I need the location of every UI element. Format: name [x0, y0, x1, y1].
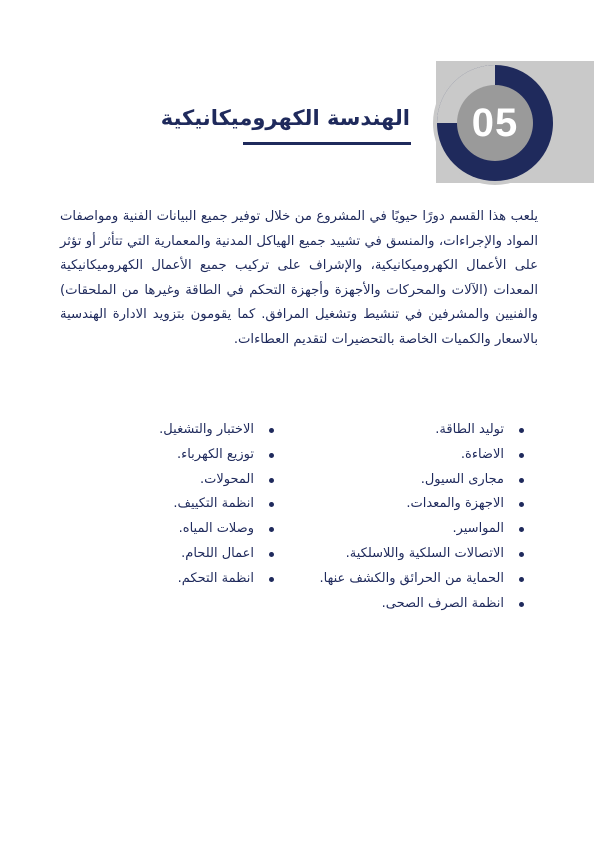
bullet-icon	[519, 602, 524, 607]
section-title: الهندسة الكهروميكانيكية	[160, 106, 410, 130]
bullet-icon	[519, 502, 524, 507]
list-item: انظمة التكييف.	[159, 492, 274, 517]
bullet-icon	[269, 552, 274, 557]
intro-paragraph: يلعب هذا القسم دورًا حيويًا في المشروع من خلال توفير جميع البيانات الفنية ومواصفات المواد والإجراءات، والمنسق في تشييد جميع الهياكل المدنية والمعمارية التي تتأثر أو تؤثر على الأعمال الكهروميكانيكية، والإشراف على تركيب جميع الأعمال الكهروميكانيكية المعدات (الآلات والمحركات والأجهزة وأجهزة التحكم في الطاقة وغيرها من الملحقات) والفنيين والمشرفين في تنشيط وتشغيل المرافق. كما يقومون بتزويد الادارة الهندسية بالاسعار والكميات الخاصة بالتحضيرات لتقديم العطاءات.	[60, 209, 538, 347]
bullet-icon	[269, 428, 274, 433]
list-item: الاتصالات السلكية واللاسلكية.	[320, 542, 524, 567]
bullet-icon	[269, 478, 274, 483]
services-list-right	[320, 418, 524, 616]
list-item: المواسير.	[320, 517, 524, 542]
bullet-icon	[519, 428, 524, 433]
list-item: توليد الطاقة.	[320, 418, 524, 443]
list-item: مجارى السيول.	[320, 468, 524, 493]
title-underline	[243, 142, 411, 145]
list-item: انظمة الصرف الصحى.	[320, 592, 524, 617]
list-item: انظمة التحكم.	[159, 567, 274, 592]
list-item: الاضاءة.	[320, 443, 524, 468]
list-item: المحولات.	[159, 468, 274, 493]
bullet-icon	[519, 552, 524, 557]
list-item: اعمال اللحام.	[159, 542, 274, 567]
section-number: 05	[471, 100, 519, 145]
bullet-icon	[269, 453, 274, 458]
list-item: الاجهزة والمعدات.	[320, 492, 524, 517]
services-list-left	[159, 418, 274, 592]
list-item: توزيع الكهرباء.	[159, 443, 274, 468]
list-item: الحماية من الحرائق والكشف عنها.	[320, 567, 524, 592]
bullet-icon	[519, 453, 524, 458]
bullet-icon	[519, 478, 524, 483]
list-item: الاختبار والتشغيل.	[159, 418, 274, 443]
bullet-icon	[519, 527, 524, 532]
bullet-icon	[269, 502, 274, 507]
bullet-icon	[519, 577, 524, 582]
list-item: وصلات المياه.	[159, 517, 274, 542]
bullet-icon	[269, 527, 274, 532]
bullet-icon	[269, 577, 274, 582]
